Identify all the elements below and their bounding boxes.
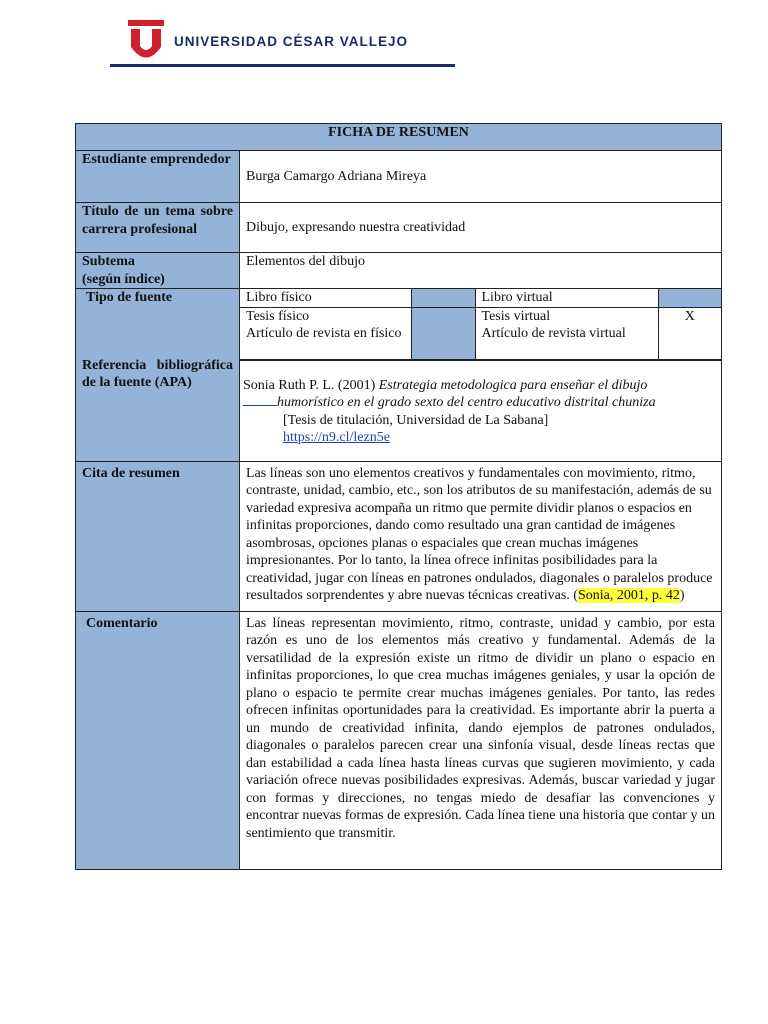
header-divider <box>110 64 455 67</box>
referencia-url-link[interactable]: https://n9.cl/lezn5e <box>283 430 390 445</box>
titulo-label <box>76 203 240 253</box>
tesis-articulo-virtual <box>475 307 658 359</box>
tipo-label: Tipo de fuente <box>86 290 173 305</box>
estudiante-label: Estudiante emprendedor <box>76 151 240 203</box>
virtual-mark: X <box>658 307 721 359</box>
subtema-label <box>76 253 240 289</box>
libro-virtual-mark <box>658 289 721 307</box>
university-logo-icon <box>128 20 164 60</box>
libro-fisico: Libro físico <box>240 289 411 307</box>
tesis-articulo-fisico <box>240 307 411 359</box>
tipo-referencia-label <box>76 289 240 462</box>
titulo-label-text: Título de un tema sobre carrera profesional <box>82 204 233 237</box>
articulo-fisico: Artículo de revista en físico <box>246 326 402 341</box>
referencia-title-2: humorístico en el grado sexto del centro educativo distrital chuniza <box>277 395 656 410</box>
comentario-label: Comentario <box>76 611 240 869</box>
subtema-value: Elementos del dibujo <box>240 253 722 289</box>
fuente-table <box>240 289 721 360</box>
tesis-virtual: Tesis virtual <box>481 308 551 324</box>
cita-text: Las líneas son uno elementos creativos y fundamentales con movimiento, ritmo, contraste, unidad, cambio, etc., son los atributos de su manifestación, además de su variedad expresiva acompaña un ritmo que permite dividir planos o espacios en infinitas proporciones, dando como resultado una gran cantidad de imágenes asombrosas, opciones planas o espaciales que crean muchas imágenes impresionantes. Por lo tanto, la línea ofrece infinitas posibilidades para la creatividad, jugar con líneas en patrones ondulados, diagonales o paralelos produce resultados sorprendentes y abre nuevas técnicas creativas. ( <box>246 465 713 603</box>
referencia-author: Sonia Ruth P. L. (2001) <box>243 377 379 393</box>
fuente-cell <box>240 289 722 361</box>
fisico-mark <box>411 307 475 359</box>
libro-virtual: Libro virtual <box>475 289 658 307</box>
subtema-label-line1: Subtema <box>82 254 135 269</box>
referencia-label: Referencia bibliográfica de la fuente (APA) <box>82 357 233 390</box>
ficha-title: FICHA DE RESUMEN <box>76 124 722 151</box>
cita-value <box>240 461 722 611</box>
subtema-label-line2: (según índice) <box>82 271 165 287</box>
referencia-underline <box>243 395 277 406</box>
titulo-value: Dibujo, expresando nuestra creatividad <box>240 203 722 253</box>
university-name: UNIVERSIDAD CÉSAR VALLEJO <box>174 34 409 49</box>
cita-reference-highlight: Sonia, 2001, p. 42 <box>577 588 680 603</box>
referencia-tesis: [Tesis de titulación, Universidad de La Sabana] <box>283 412 549 428</box>
tesis-fisico: Tesis físico <box>246 308 310 324</box>
libro-fisico-mark <box>411 289 475 307</box>
referencia-value <box>240 360 722 461</box>
cita-label: Cita de resumen <box>76 461 240 611</box>
ficha-resumen-table <box>75 123 722 870</box>
estudiante-value: Burga Camargo Adriana Mireya <box>240 151 722 203</box>
referencia-title-1: Estrategia metodologica para enseñar el dibujo <box>378 377 648 393</box>
comentario-value: Las líneas representan movimiento, ritmo, contraste, unidad y cambio, por esta razón es uno de los elementos más creativo y fundamental. Además de la versatilidad de la expresión existe un ritmo de dividir un plano o espacio en infinitas proporciones, lo que crea muchas imágenes geniales, y usar la opción de plano o espacio te permite crear muchas imágenes geniales. Por tanto, las redes ofrecen infinitas oportunidades para la creatividad. Es importante abrir la puerta a un mundo de creatividad infinita, dando ejemplos de patrones ondulados, diagonales o paralelos parecen crear una sinfonía visual, desde líneas rectas que dan estabilidad a cada línea hasta líneas curvas que sugieren movimiento, y cada variación ofrece nuevas posibilidades expresivas. Además, buscar variedad y jugar con formas y direcciones, no tengas miedo de desafiar las convenciones y encontrar nuevas formas de expresión. Cada línea tiene una historia que contar y un sentimiento que transmitir. <box>240 611 722 869</box>
page-header <box>128 20 458 70</box>
cita-close: ) <box>679 588 685 603</box>
articulo-virtual: Artículo de revista virtual <box>481 326 626 341</box>
